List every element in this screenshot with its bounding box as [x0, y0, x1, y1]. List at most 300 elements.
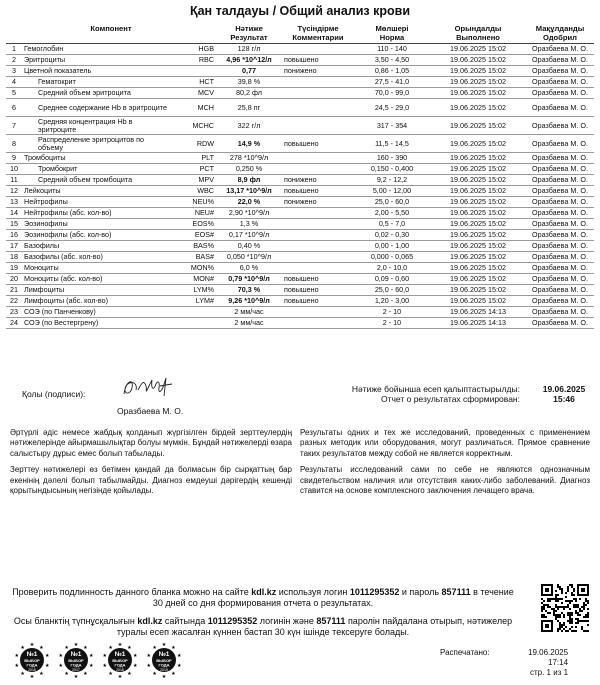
- result-value: 80,2 фл: [216, 88, 282, 99]
- svg-text:★: ★: [83, 670, 88, 677]
- site-link[interactable]: kdl.kz: [251, 587, 277, 597]
- row-number: 24: [6, 318, 22, 329]
- page-title: Қан талдауы / Общий анализ крови: [189, 4, 411, 18]
- result-comment: понижено: [282, 66, 354, 77]
- approved-by: Оразбаева М. О.: [526, 44, 594, 55]
- results-table: [6, 23, 594, 329]
- result-value: 14,9 %: [216, 135, 282, 153]
- approved-by: Оразбаева М. О.: [526, 197, 594, 208]
- component-name: Среднее содержание Hb в эритроците: [22, 99, 172, 117]
- component-name: Средний объем эритроцита: [22, 88, 172, 99]
- svg-text:ГОДА: ГОДА: [158, 662, 170, 668]
- norm-range: 25,0 - 60,0: [354, 197, 430, 208]
- norm-range: 0,86 - 1,05: [354, 66, 430, 77]
- row-number: 12: [6, 186, 22, 197]
- approved-by: Оразбаева М. О.: [526, 219, 594, 230]
- row-number: 5: [6, 88, 22, 99]
- table-row: [6, 164, 594, 175]
- result-comment: [282, 318, 354, 329]
- component-name: Эритроциты: [22, 55, 172, 66]
- result-comment: [282, 77, 354, 88]
- disclaimer-kz-2: Зерттеу нәтижелері өз бетімен қандай да болмасын бір сырқаттың бар екенінің дәлелі болып табылмайды. Диагноз емдеуші дәрігердің кешенді қорытындысының негізінде қойылады.: [10, 465, 292, 496]
- component-name: Цветной показатель: [22, 66, 172, 77]
- table-row: [6, 208, 594, 219]
- award-badges: [8, 640, 228, 680]
- result-value: 2,90 *10^9/л: [216, 208, 282, 219]
- svg-text:★: ★: [117, 642, 123, 648]
- norm-range: 5,00 - 12,00: [354, 186, 430, 197]
- approved-by: Оразбаева М. О.: [526, 164, 594, 175]
- norm-range: 160 - 390: [354, 153, 430, 164]
- approved-by: Оразбаева М. О.: [526, 307, 594, 318]
- table-row: [6, 296, 594, 307]
- signature-label: Қолы (подписи):: [22, 389, 86, 399]
- table-row: [6, 88, 594, 99]
- svg-text:ГОДА: ГОДА: [70, 662, 82, 668]
- result-value: 0,77: [216, 66, 282, 77]
- component-name: Гемоглобин: [22, 44, 172, 55]
- row-number: 1: [6, 44, 22, 55]
- col-approved: Мақұлданды Одобрил: [526, 23, 594, 44]
- norm-range: 25,0 - 60,0: [354, 285, 430, 296]
- table-row: [6, 186, 594, 197]
- done-date: 19.06.2025 15:02: [430, 44, 526, 55]
- done-date: 19.06.2025 15:02: [430, 99, 526, 117]
- result-value: 25,8 пг: [216, 99, 282, 117]
- row-number: 4: [6, 77, 22, 88]
- result-value: 278 *10^9/л: [216, 153, 282, 164]
- login-value-kz: 1011295352: [207, 615, 258, 626]
- component-code: RDW: [172, 135, 216, 153]
- svg-text:★: ★: [44, 662, 50, 669]
- row-number: 7: [6, 117, 22, 135]
- component-name: Распределение эритроцитов по объему: [22, 135, 172, 153]
- svg-text:★: ★: [161, 642, 167, 648]
- result-value: 70,3 %: [216, 285, 282, 296]
- component-name: Базофилы: [22, 241, 172, 252]
- component-name: Тромбоциты: [22, 153, 172, 164]
- row-number: 23: [6, 307, 22, 318]
- norm-range: 317 - 354: [354, 117, 430, 135]
- norm-range: 11,5 - 14,5: [354, 135, 430, 153]
- component-code: [172, 318, 216, 329]
- approved-by: Оразбаева М. О.: [526, 208, 594, 219]
- approved-by: Оразбаева М. О.: [526, 88, 594, 99]
- result-comment: [282, 307, 354, 318]
- table-row: [6, 252, 594, 263]
- table-row: [6, 307, 594, 318]
- result-comment: [282, 117, 354, 135]
- approved-by: Оразбаева М. О.: [526, 296, 594, 307]
- svg-text:★: ★: [146, 662, 152, 669]
- approved-by: Оразбаева М. О.: [526, 77, 594, 88]
- svg-text:★: ★: [152, 670, 157, 677]
- component-code: LYM%: [172, 285, 216, 296]
- component-name: Лимфоциты (абс. кол-во): [22, 296, 172, 307]
- approved-by: Оразбаева М. О.: [526, 252, 594, 263]
- component-code: RBC: [172, 55, 216, 66]
- svg-text:★: ★: [20, 645, 25, 652]
- done-date: 19.06.2025 15:02: [430, 263, 526, 274]
- col-comment: Түсіндірме Комментарии: [282, 23, 354, 44]
- row-number: 17: [6, 241, 22, 252]
- svg-text:★: ★: [58, 653, 64, 660]
- done-date: 19.06.2025 15:02: [430, 296, 526, 307]
- done-date: 19.06.2025 15:02: [430, 55, 526, 66]
- done-date: 19.06.2025 15:02: [430, 77, 526, 88]
- result-value: 4,96 *10^12/л: [216, 55, 282, 66]
- result-value: 8,9 фл: [216, 175, 282, 186]
- svg-text:★: ★: [102, 662, 108, 669]
- svg-text:★: ★: [132, 653, 138, 660]
- approved-by: Оразбаева М. О.: [526, 99, 594, 117]
- component-code: [172, 307, 216, 318]
- award-badge: [15, 642, 50, 680]
- result-comment: [282, 241, 354, 252]
- approved-by: Оразбаева М. О.: [526, 186, 594, 197]
- component-name: Средний объем тромбоцита: [22, 175, 172, 186]
- svg-text:★: ★: [14, 662, 20, 669]
- col-done: Орындалды Выполнено: [430, 23, 526, 44]
- result-comment: [282, 88, 354, 99]
- done-date: 19.06.2025 15:02: [430, 285, 526, 296]
- result-comment: [282, 208, 354, 219]
- col-result: Нәтиже Результат: [216, 23, 282, 44]
- printed-label: Распечатано:: [440, 648, 490, 657]
- component-code: EOS#: [172, 230, 216, 241]
- login-value: 1011295352: [349, 587, 400, 597]
- component-name: Тромбокрит: [22, 164, 172, 175]
- svg-text:★: ★: [73, 674, 79, 680]
- table-header-row: [6, 23, 594, 44]
- row-number: 14: [6, 208, 22, 219]
- svg-text:№1: №1: [26, 651, 38, 658]
- approved-by: Оразбаева М. О.: [526, 135, 594, 153]
- done-date: 19.06.2025 15:02: [430, 274, 526, 285]
- disclaimer-kz-1: Әртүрлі әдіс немесе жабдық қолданып жүргізілген бірдей зерттеулердің нәтижелерінде айырмашылықтар болуы мүмкін. Бұндай нәтижелерді өзара салыстыру дұрыс емес болып табылады.: [10, 428, 292, 458]
- component-name: Нейтрофилы: [22, 197, 172, 208]
- norm-range: 24,5 - 29,0: [354, 99, 430, 117]
- table-row: [6, 55, 594, 66]
- svg-text:★: ★: [39, 645, 44, 652]
- svg-text:★: ★: [171, 645, 176, 652]
- component-name: Эозинофилы: [22, 219, 172, 230]
- disclaimer-ru: [300, 428, 590, 502]
- row-number: 16: [6, 230, 22, 241]
- svg-text:★: ★: [20, 670, 25, 677]
- row-number: 9: [6, 153, 22, 164]
- result-comment: понижено: [282, 175, 354, 186]
- component-code: PCT: [172, 164, 216, 175]
- svg-text:★: ★: [29, 642, 35, 648]
- page-count: стр. 1 из 1: [530, 668, 569, 677]
- result-comment: повышено: [282, 55, 354, 66]
- norm-range: 9,2 - 12,2: [354, 175, 430, 186]
- done-date: 19.06.2025 15:02: [430, 197, 526, 208]
- svg-text:★: ★: [64, 645, 69, 652]
- svg-text:★: ★: [117, 674, 123, 680]
- component-code: MCV: [172, 88, 216, 99]
- svg-text:★: ★: [146, 653, 152, 660]
- done-date: 19.06.2025 15:02: [430, 135, 526, 153]
- component-name: СОЭ (по Вестергрену): [22, 318, 172, 329]
- svg-text:★: ★: [102, 653, 108, 660]
- svg-text:★: ★: [127, 670, 132, 677]
- verification-footer: [6, 587, 520, 639]
- svg-text:2017: 2017: [72, 668, 80, 672]
- table-row: [6, 44, 594, 55]
- table-row: [6, 318, 594, 329]
- approved-by: Оразбаева М. О.: [526, 241, 594, 252]
- report-issued: [300, 384, 594, 404]
- result-value: 22,0 %: [216, 197, 282, 208]
- approved-by: Оразбаева М. О.: [526, 230, 594, 241]
- result-value: 0,40 %: [216, 241, 282, 252]
- norm-range: 2,0 - 10,0: [354, 263, 430, 274]
- result-value: 39,8 %: [216, 77, 282, 88]
- component-code: MON#: [172, 274, 216, 285]
- svg-text:2016: 2016: [28, 668, 36, 672]
- approved-by: Оразбаева М. О.: [526, 55, 594, 66]
- svg-text:★: ★: [176, 653, 182, 660]
- table-row: [6, 274, 594, 285]
- svg-text:★: ★: [176, 662, 182, 669]
- disclaimer-kz: [10, 428, 292, 502]
- svg-text:★: ★: [44, 653, 50, 660]
- svg-text:ВЫБОР: ВЫБОР: [68, 658, 84, 663]
- award-badge: [147, 642, 182, 680]
- svg-text:2018: 2018: [116, 668, 124, 672]
- table-row: [6, 99, 594, 117]
- row-number: 13: [6, 197, 22, 208]
- norm-range: 0,150 - 0,400: [354, 164, 430, 175]
- result-value: 2 мм/час: [216, 307, 282, 318]
- component-code: MON%: [172, 263, 216, 274]
- table-row: [6, 263, 594, 274]
- row-number: 19: [6, 263, 22, 274]
- svg-text:2019: 2019: [160, 668, 168, 672]
- component-name: Лейкоциты: [22, 186, 172, 197]
- password-value: 857111: [441, 587, 471, 597]
- table-row: [6, 135, 594, 153]
- svg-text:★: ★: [64, 670, 69, 677]
- svg-text:★: ★: [14, 653, 20, 660]
- issued-time: 15:46: [553, 394, 575, 404]
- approved-by: Оразбаева М. О.: [526, 153, 594, 164]
- svg-text:ВЫБОР: ВЫБОР: [112, 658, 128, 663]
- result-comment: [282, 252, 354, 263]
- component-name: Нейтрофилы (абс. кол-во): [22, 208, 172, 219]
- printed-time: 17:14: [548, 658, 569, 667]
- row-number: 20: [6, 274, 22, 285]
- award-badge: [103, 642, 138, 680]
- svg-text:ГОДА: ГОДА: [26, 662, 38, 668]
- result-value: 2 мм/час: [216, 318, 282, 329]
- result-comment: [282, 219, 354, 230]
- done-date: 19.06.2025 15:02: [430, 186, 526, 197]
- norm-range: 2 - 10: [354, 307, 430, 318]
- result-comment: [282, 44, 354, 55]
- done-date: 19.06.2025 14:13: [430, 318, 526, 329]
- svg-text:★: ★: [108, 645, 113, 652]
- row-number: 18: [6, 252, 22, 263]
- result-comment: [282, 230, 354, 241]
- norm-range: 0,09 - 0,60: [354, 274, 430, 285]
- result-comment: повышено: [282, 274, 354, 285]
- table-row: [6, 117, 594, 135]
- norm-range: 70,0 - 99,0: [354, 88, 430, 99]
- norm-range: 0,000 - 0,065: [354, 252, 430, 263]
- done-date: 19.06.2025 15:02: [430, 241, 526, 252]
- result-value: 6,0 %: [216, 263, 282, 274]
- table-row: [6, 66, 594, 77]
- row-number: 6: [6, 99, 22, 117]
- svg-text:★: ★: [83, 645, 88, 652]
- svg-text:★: ★: [73, 642, 79, 648]
- table-row: [6, 285, 594, 296]
- signature-image: [118, 372, 178, 402]
- result-value: 9,26 *10^9/л: [216, 296, 282, 307]
- approved-by: Оразбаева М. О.: [526, 285, 594, 296]
- col-component: Компонент: [6, 23, 216, 44]
- result-comment: [282, 164, 354, 175]
- norm-range: 110 - 140: [354, 44, 430, 55]
- row-number: 21: [6, 285, 22, 296]
- printed-date: 19.06.2025: [528, 648, 569, 657]
- svg-text:★: ★: [108, 670, 113, 677]
- svg-text:★: ★: [29, 674, 35, 680]
- done-date: 19.06.2025 15:02: [430, 66, 526, 77]
- table-row: [6, 230, 594, 241]
- svg-text:★: ★: [161, 674, 167, 680]
- svg-text:★: ★: [171, 670, 176, 677]
- norm-range: 2 - 10: [354, 318, 430, 329]
- component-name: Средняя концентрация Hb в эритроците: [22, 117, 172, 135]
- approved-by: Оразбаева М. О.: [526, 175, 594, 186]
- done-date: 19.06.2025 15:02: [430, 252, 526, 263]
- result-comment: [282, 263, 354, 274]
- result-value: 128 г/л: [216, 44, 282, 55]
- approved-by: Оразбаева М. О.: [526, 66, 594, 77]
- component-name: Моноциты: [22, 263, 172, 274]
- password-value-kz: 857111: [316, 615, 346, 626]
- signature-name: Оразбаева М. О.: [117, 406, 184, 416]
- svg-text:№1: №1: [70, 651, 82, 658]
- done-date: 19.06.2025 15:02: [430, 219, 526, 230]
- component-name: Базофилы (абс. кол-во): [22, 252, 172, 263]
- row-number: 15: [6, 219, 22, 230]
- row-number: 10: [6, 164, 22, 175]
- row-number: 22: [6, 296, 22, 307]
- svg-text:★: ★: [39, 670, 44, 677]
- result-value: 1,3 %: [216, 219, 282, 230]
- row-number: 2: [6, 55, 22, 66]
- result-comment: повышено: [282, 296, 354, 307]
- component-code: WBC: [172, 186, 216, 197]
- component-code: MCH: [172, 99, 216, 117]
- svg-text:№1: №1: [114, 651, 126, 658]
- verification-kz: Осы бланктің түпнұсқалығын kdl.kz сайтында 1011295352 логинін және 857111 паролін пайдалана отырып, нәтижелер туралы есеп жасалған күннен бастап 30 күн ішінде тексеруге болады.: [13, 615, 513, 638]
- component-code: LYM#: [172, 296, 216, 307]
- component-code: HGB: [172, 44, 216, 55]
- svg-text:ГОДА: ГОДА: [114, 662, 126, 668]
- row-number: 8: [6, 135, 22, 153]
- svg-text:★: ★: [88, 662, 94, 669]
- done-date: 19.06.2025 15:02: [430, 153, 526, 164]
- component-name: Гематокрит: [22, 77, 172, 88]
- norm-range: 2,00 - 5,50: [354, 208, 430, 219]
- issued-label-kz: Нәтиже бойынша есеп қалыптастырылды:: [351, 384, 520, 394]
- result-comment: [282, 153, 354, 164]
- col-norm: Мөлшері Норма: [354, 23, 430, 44]
- qr-code: [541, 584, 589, 632]
- result-comment: понижено: [282, 197, 354, 208]
- result-comment: повышено: [282, 135, 354, 153]
- disclaimer-ru-1: Результаты одних и тех же исследований, проведенных с применением разных методик или оборудования, могут различаться. Прямое сравнение таких результатов между собой не является корректным.: [300, 428, 590, 458]
- component-code: NEU#: [172, 208, 216, 219]
- norm-range: 0,5 - 7,0: [354, 219, 430, 230]
- done-date: 19.06.2025 15:02: [430, 175, 526, 186]
- component-name: Моноциты (абс. кол-во): [22, 274, 172, 285]
- approved-by: Оразбаева М. О.: [526, 263, 594, 274]
- done-date: 19.06.2025 15:02: [430, 230, 526, 241]
- award-badge: [59, 642, 94, 680]
- component-code: PLT: [172, 153, 216, 164]
- approved-by: Оразбаева М. О.: [526, 274, 594, 285]
- component-code: [172, 66, 216, 77]
- component-name: Эозинофилы (абс. кол-во): [22, 230, 172, 241]
- svg-text:ВЫБОР: ВЫБОР: [156, 658, 172, 663]
- table-row: [6, 219, 594, 230]
- result-comment: [282, 99, 354, 117]
- result-value: 322 г/л: [216, 117, 282, 135]
- component-code: BAS%: [172, 241, 216, 252]
- result-comment: повышено: [282, 285, 354, 296]
- component-name: Лимфоциты: [22, 285, 172, 296]
- result-value: 0,17 *10^9/л: [216, 230, 282, 241]
- site-link-kz[interactable]: kdl.kz: [137, 615, 163, 626]
- done-date: 19.06.2025 14:13: [430, 307, 526, 318]
- table-row: [6, 77, 594, 88]
- component-code: MCHC: [172, 117, 216, 135]
- verification-ru: Проверить подлинность данного бланка можно на сайте kdl.kz используя логин 1011295352 и пароль 857111 в течение 30 дней со дня формирования отчета о результатах.: [12, 587, 514, 609]
- svg-text:ВЫБОР: ВЫБОР: [24, 658, 40, 663]
- component-code: BAS#: [172, 252, 216, 263]
- result-value: 0,050 *10^9/л: [216, 252, 282, 263]
- table-row: [6, 175, 594, 186]
- norm-range: 3,50 - 4,50: [354, 55, 430, 66]
- norm-range: 0,00 - 1,00: [354, 241, 430, 252]
- done-date: 19.06.2025 15:02: [430, 117, 526, 135]
- done-date: 19.06.2025 15:02: [430, 88, 526, 99]
- result-value: 0,250 %: [216, 164, 282, 175]
- disclaimer-ru-2: Результаты исследований сами по себе не являются однозначным свидетельством наличия или отсутствия каких-либо заболеваний. Диагноз ставится на основе комплексного заключения лечащего врача.: [300, 465, 590, 496]
- issued-label-ru: Отчет о результатах сформирован:: [380, 394, 520, 404]
- norm-range: 0,02 - 0,30: [354, 230, 430, 241]
- table-row: [6, 241, 594, 252]
- svg-text:★: ★: [152, 645, 157, 652]
- component-code: HCT: [172, 77, 216, 88]
- row-number: 11: [6, 175, 22, 186]
- result-value: 13,17 *10^9/л: [216, 186, 282, 197]
- approved-by: Оразбаева М. О.: [526, 117, 594, 135]
- table-row: [6, 153, 594, 164]
- component-name: СОЭ (по Панченкову): [22, 307, 172, 318]
- svg-text:★: ★: [88, 653, 94, 660]
- svg-text:★: ★: [58, 662, 64, 669]
- approved-by: Оразбаева М. О.: [526, 318, 594, 329]
- done-date: 19.06.2025 15:02: [430, 208, 526, 219]
